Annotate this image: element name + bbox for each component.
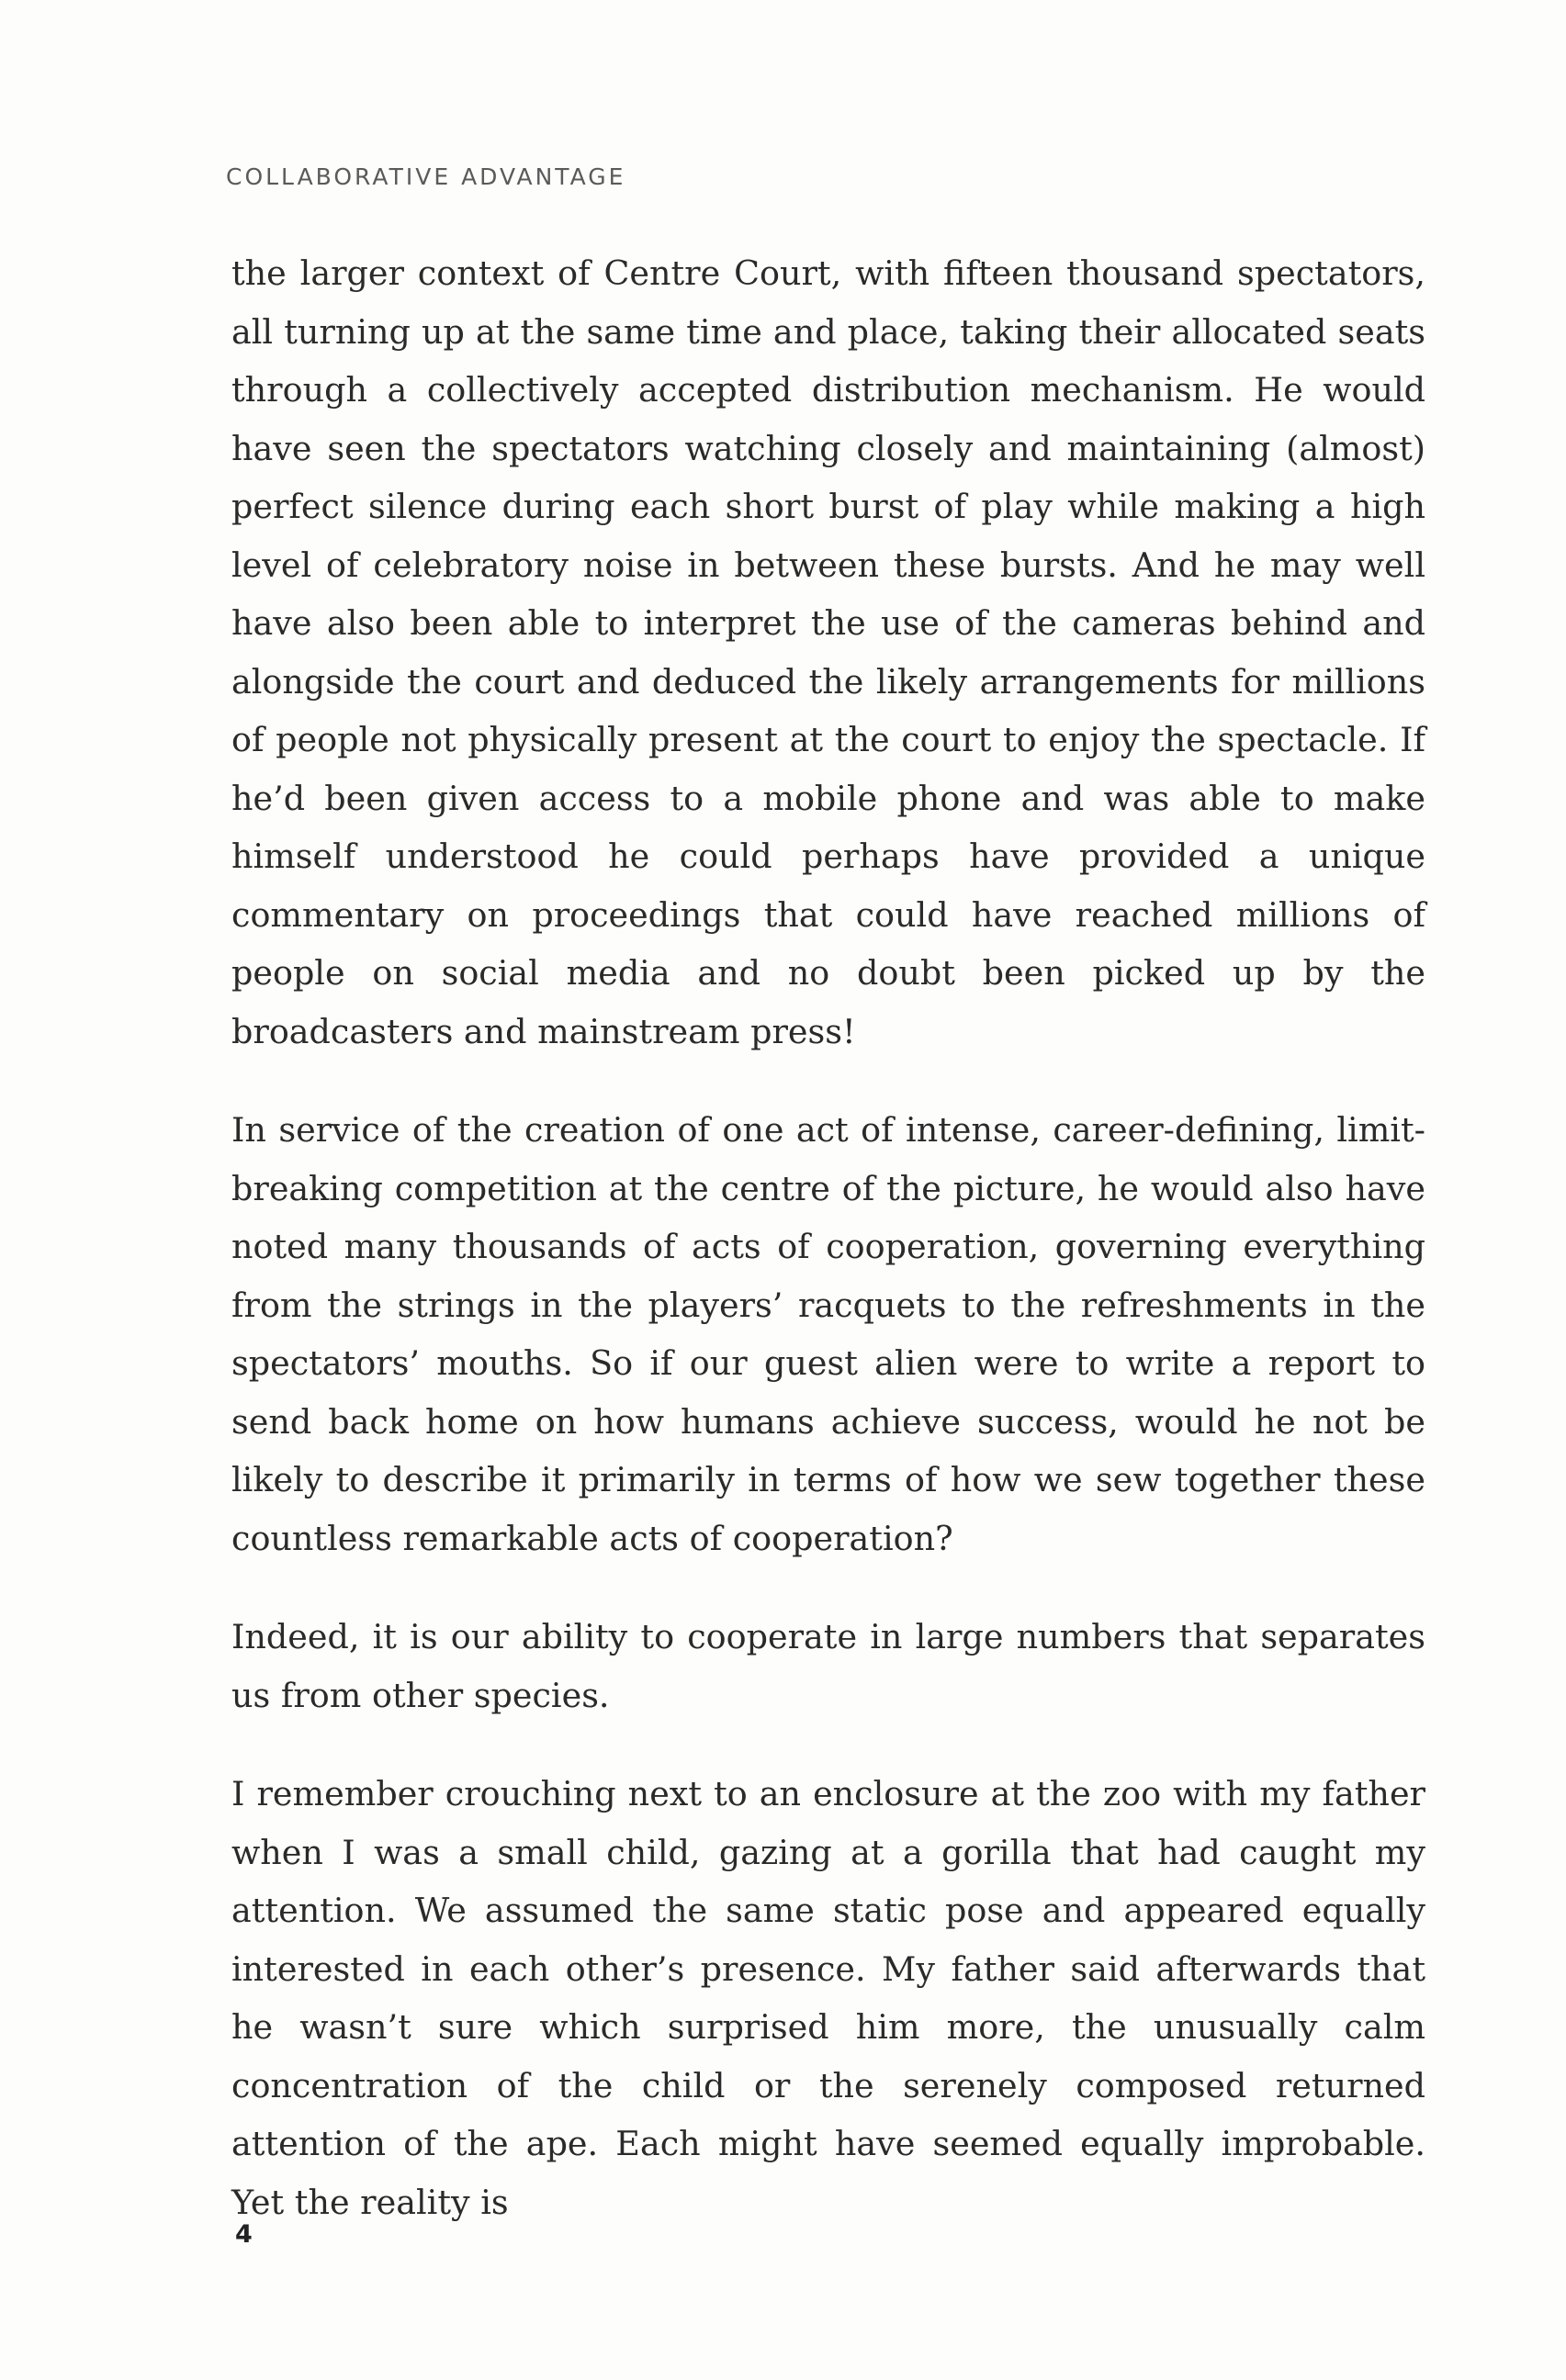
running-head: COLLABORATIVE ADVANTAGE	[226, 163, 626, 190]
paragraph-2: In service of the creation of one act of intense, career-defining, limit-breaking competition at the centre of the picture, he would also have noted many thousands of acts of cooperation, governing everything from the strings in the players’ racquets to the refreshments in the spectators’ mouths. So if our guest alien were to write a report to send back home on how humans achieve success, would he not be likely to describe it primarily in terms of how we sew together these countless remarkable acts of cooperation?	[231, 1110, 1425, 1558]
page-number: 4	[235, 2220, 253, 2249]
paragraph-4: I remember crouching next to an enclosure at the zoo with my father when I was a small child, gazing at a gorilla that had caught my attention. We assumed the same static pose and appeared equally interested in each other’s presence. My father said afterwards that he wasn’t sure which surprised him more, the unusually calm concentration of the child or the serenely composed returned attention of the ape. Each might have seemed equally improbable. Yet the reality is	[231, 1774, 1425, 2222]
body-text	[231, 244, 1425, 2231]
paragraph-3: Indeed, it is our ability to cooperate in large numbers that separates us from other species.	[231, 1617, 1425, 1715]
paragraph-1: the larger context of Centre Court, with fifteen thousand spectators, all turning up at the same time and place, taking their allocated seats through a collectively accepted distribution mechanism. He would have seen the spectators watching closely and maintaining (almost) perfect silence during each short burst of play while making a high level of celebratory noise in between these bursts. And he may well have also been able to interpret the use of the cameras behind and alongside the court and deduced the likely arrangements for millions of people not physically present at the court to enjoy the spectacle. If he’d been given access to a mobile phone and was able to make himself understood he could perhaps have provided a unique commentary on proceedings that could have reached millions of people on social media and no doubt been picked up by the broadcasters and mainstream press!	[231, 253, 1425, 1051]
